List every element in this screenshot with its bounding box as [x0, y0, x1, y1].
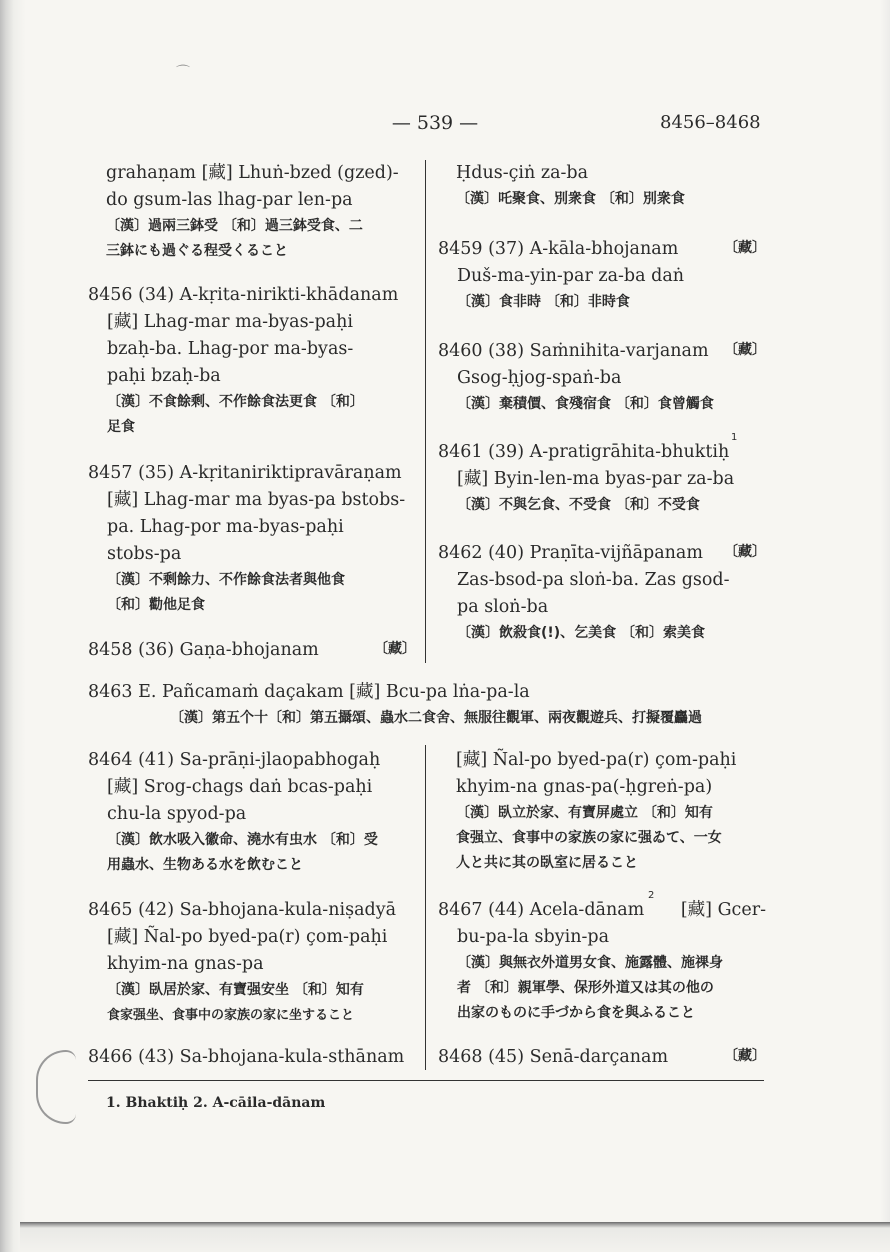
entry-line: bu-pa-la sbyin-pa	[457, 927, 610, 947]
entry-line: pa. Lhag-por ma-byas-paḥi	[107, 517, 344, 537]
entry-translation: 〔漢〕不與乞食、不受食 〔和〕不受食	[457, 497, 700, 513]
page-number: — 539 —	[391, 112, 479, 134]
entry-8460	[438, 338, 766, 417]
entry-translation: 〔漢〕過兩三鉢受 〔和〕過三鉢受食、二	[106, 218, 363, 234]
entry-heading: 8460 (38) Saṁnihita-varjanam	[438, 341, 709, 361]
entry-line: [藏] Srog-chags daṅ bcas-paḥi	[107, 777, 373, 797]
entry-8459	[438, 236, 766, 315]
entry-translation: 出家のものに手づから食を與ふること	[457, 1005, 695, 1021]
entry-line: Ḥdus-çiṅ za-ba	[456, 163, 589, 183]
entry-heading: 8461 (39) A-pratigrāhita-bhuktiḥ	[438, 442, 730, 462]
footnotes: 1. Bhaktiḥ 2. A-cāila-dānam	[106, 1095, 326, 1111]
entry-heading: 8465 (42) Sa-bhojana-kula-niṣadyā	[88, 900, 397, 920]
entry-translation: 者 〔和〕親軍學、保形外道又は其の他の	[457, 980, 714, 996]
entry-line: paḥi bzaḥ-ba	[107, 366, 221, 386]
entry-line: Duš-ma-yin-par za-ba daṅ	[457, 266, 685, 286]
column-divider-top	[425, 160, 426, 663]
entry-translation: 〔漢〕第五个十〔和〕第五攝頌、蟲水二食舍、無服往觀軍、兩夜觀遊兵、打擬覆麤過	[170, 710, 702, 726]
entry-heading: 8457 (35) A-kṛitaniriktipravāraṇam	[88, 463, 402, 483]
tibetan-tag: 〔藏〕	[724, 240, 766, 256]
entry-translation: 食家强坐、食事中の家族の家に坐すること	[107, 1008, 355, 1023]
entry-translation: 足食	[107, 419, 135, 435]
entry-line: stobs-pa	[107, 544, 182, 564]
entry-translation: 〔漢〕不剩餘力、不作餘食法者與他食	[107, 572, 345, 588]
entry-translation: 〔漢〕臥居於家、有寶强安坐 〔和〕知有	[107, 982, 364, 998]
entry-8461	[438, 432, 766, 518]
entry-line: [藏] Lhag-mar ma byas-pa bstobs-	[107, 490, 406, 510]
entry-line: [藏] Lhag-mar ma-byas-paḥi	[107, 312, 353, 332]
entry-range: 8456–8468	[660, 112, 761, 133]
entry-translation: 〔漢〕食非時 〔和〕非時食	[457, 294, 630, 310]
entry-heading: 8462 (40) Praṇīta-vijñāpanam	[438, 543, 703, 563]
entry-translation: 用蟲水、生物ある水を飲むこと	[107, 857, 303, 873]
entry-8467	[438, 890, 766, 1026]
tibetan-tag: [藏] Gcer-	[680, 900, 766, 920]
entry-8463	[88, 679, 768, 731]
entry-translation: 〔漢〕吒聚食、別衆食 〔和〕別衆食	[456, 191, 685, 207]
entry-translation: 〔漢〕與無衣外道男女食、施露體、施祼身	[457, 955, 723, 971]
entry-8465	[88, 897, 396, 1028]
entry-8468	[438, 1044, 766, 1071]
footnote-marker: 2	[648, 890, 655, 901]
scan-edge	[20, 1222, 890, 1252]
entry-continuation	[106, 160, 399, 264]
entry-line: pa sloṅ-ba	[457, 597, 549, 617]
entry-heading: 8456 (34) A-kṛita-nirikti-khādanam	[88, 285, 399, 305]
entry-translation: 〔漢〕飲殺食(!)、乞美食 〔和〕索美食	[457, 625, 706, 641]
entry-line: do gsum-las lhag-par len-pa	[106, 190, 353, 210]
entry-8464	[88, 747, 380, 878]
entry-8457	[88, 460, 405, 618]
entry-translation: 人と共に其の臥室に居ること	[456, 855, 638, 871]
entry-heading: 8467 (44) Acela-dānam	[438, 900, 645, 920]
entry-translation: 〔和〕勸他足食	[107, 597, 205, 613]
entry-translation: 〔漢〕棄積價、食殘宿食 〔和〕食曾觸食	[457, 396, 714, 412]
entry-line: grahaṇam [藏] Lhuṅ-bzed (gzed)-	[106, 163, 399, 183]
entry-line: Gsog-ḥjog-spaṅ-ba	[457, 368, 622, 388]
margin-mark	[36, 1050, 76, 1124]
tibetan-tag: 〔藏〕	[724, 1048, 766, 1064]
tibetan-tag: 〔藏〕	[724, 342, 766, 358]
entry-8456	[88, 282, 398, 440]
entry-line: [藏] Ñal-po byed-pa(r) çom-paḥi	[107, 927, 388, 947]
column-divider-bottom	[425, 745, 426, 1070]
pen-mark: ⌒	[176, 65, 190, 81]
entry-8466-continued	[456, 747, 736, 876]
entry-8458	[88, 637, 416, 664]
entry-8458-continued	[456, 160, 685, 212]
entry-heading: 8466 (43) Sa-bhojana-kula-sthānam	[88, 1047, 405, 1067]
entry-heading: 8458 (36) Gaṇa-bhojanam	[88, 640, 319, 660]
entry-heading: 8468 (45) Senā-darçanam	[438, 1047, 669, 1067]
entry-translation: 〔漢〕不食餘剩、不作餘食法更食 〔和〕	[107, 394, 364, 410]
entry-heading: 8464 (41) Sa-prāṇi-jlaopabhogaḥ	[88, 750, 381, 770]
entry-line: bzaḥ-ba. Lhag-por ma-byas-	[107, 339, 354, 359]
entry-heading: 8459 (37) A-kāla-bhojanam	[438, 239, 679, 259]
footnote-rule	[88, 1080, 764, 1081]
entry-line: chu-la spyod-pa	[107, 804, 247, 824]
entry-8466	[88, 1044, 404, 1071]
entry-translation: 〔漢〕臥立於家、有寶屏處立 〔和〕知有	[456, 805, 713, 821]
entry-line: khyim-na gnas-pa(-ḥgreṅ-pa)	[456, 777, 713, 797]
entry-translation: 〔漢〕飲水吸入徽命、澆水有虫水 〔和〕受	[107, 832, 378, 848]
entry-8462	[438, 540, 766, 646]
entry-line: khyim-na gnas-pa	[107, 954, 264, 974]
entry-translation: 食强立、食事中の家族の家に强ゐて、一女	[456, 830, 722, 846]
footnote-marker: 1	[731, 432, 738, 443]
entry-line: [藏] Byin-len-ma byas-par za-ba	[457, 469, 735, 489]
entry-heading: 8463 E. Pañcamaṁ daçakam [藏] Bcu-pa lṅa-pa-la	[88, 682, 530, 702]
entry-line: Zas-bsod-pa sloṅ-ba. Zas gsod-	[457, 570, 730, 590]
entry-translation: 三鉢にも過ぐる程受くること	[106, 243, 288, 259]
entry-line: [藏] Ñal-po byed-pa(r) çom-paḥi	[456, 750, 737, 770]
tibetan-tag: 〔藏〕	[374, 641, 416, 657]
tibetan-tag: 〔藏〕	[724, 544, 766, 560]
